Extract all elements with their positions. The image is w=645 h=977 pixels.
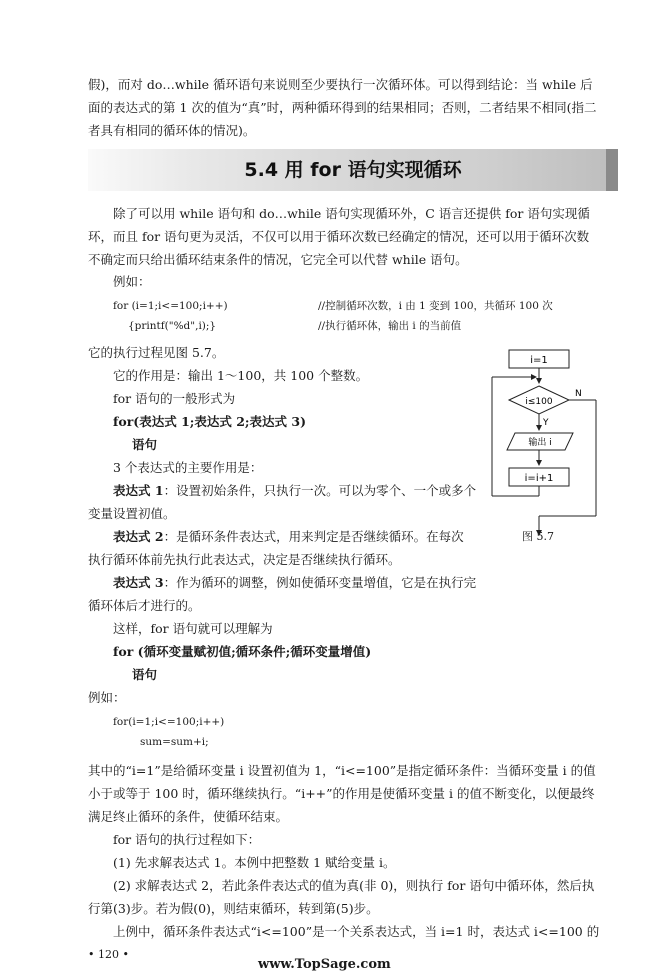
flow-increment-text: i=i+1 (524, 473, 554, 484)
flow-output-text: 输出 i (528, 438, 552, 448)
step-1: (1) 先求解表达式 1。本例中把整数 1 赋给变量 i。 (113, 855, 396, 870)
intro-line-1: 假)，而对 do…while 循环语句来说则至少要执行一次循环体。可以得到结论：当 while 后 (88, 77, 593, 92)
understand-form: for (循环变量赋初值;循环条件;循环变量增值) (113, 644, 372, 659)
footer-url: www.TopSage.com (258, 957, 391, 972)
expr1-line-2: 变量设置初值。 (88, 506, 176, 521)
step-2-line-1: (2) 求解表达式 2，若此条件表达式的值为真(非 0)，则执行 for 语句中循环体，然后执 (113, 878, 595, 893)
general-form: for(表达式 1;表达式 2;表达式 3) (113, 414, 307, 429)
intro-line-3: 者具有相同的循环体的情况)。 (88, 123, 256, 138)
exec-title: for 语句的执行过程如下： (113, 832, 261, 847)
intro-line-2: 面的表达式的第 1 次的值为“真”时，两种循环得到的结果相同；否则，二者结果不相同(指二 (88, 100, 597, 115)
section-title: 5.4 用 for 语句实现循环 (244, 159, 462, 181)
figure-caption: 图 5.7 (522, 530, 554, 543)
step-2-line-2: 行第(3)步。若为假(0)，则结束循环，转到第(5)步。 (88, 901, 379, 916)
para2-line-1: 其中的“i=1”是给循环变量 i 设置初值为 1，“i<=100”是指定循环条件：当循环变量 i 的值 (88, 763, 596, 778)
example2-label: 例如： (88, 690, 126, 705)
code2-line-2: sum=sum+i; (140, 736, 209, 748)
expr3-text-1: ：作为循环的调整，例如使循环变量增值，它是在执行完 (163, 575, 477, 590)
code1-comment-2: //执行循环体，输出 i 的当前值 (318, 320, 462, 332)
example-label: 例如： (113, 274, 151, 289)
expr3-line-2: 循环体后才进行的。 (88, 598, 201, 613)
page-number: • 120 • (88, 948, 129, 961)
flow-decision-text: i≤100 (525, 397, 553, 407)
purpose-text: 它的作用是：输出 1～100，共 100 个整数。 (113, 368, 369, 383)
expr1-line-1 (113, 481, 476, 501)
expr2-line-2: 执行循环体前先执行此表达式，决定是否继续执行循环。 (88, 552, 401, 567)
understand-statement: 语句 (132, 667, 158, 682)
expr3-line-1 (113, 573, 476, 593)
exec-process-text: 它的执行过程见图 5.7。 (88, 345, 225, 360)
section-heading-band (88, 149, 618, 191)
para1-line-1: 除了可以用 while 语句和 do…while 语句实现循环外，C 语言还提供 for 语句实现循 (113, 206, 590, 221)
expr3-label: 表达式 3 (113, 575, 164, 590)
flowchart-figure (484, 340, 624, 550)
general-form-label: for 语句的一般形式为 (113, 391, 236, 406)
code1-line-2: {printf("%d",i);} (128, 320, 217, 332)
flow-yes-label: Y (543, 418, 549, 428)
flow-init-text: i=1 (530, 355, 548, 366)
para2-line-3: 满足终止循环的条件，使循环结束。 (88, 809, 289, 824)
three-exprs-text: 3 个表达式的主要作用是： (113, 460, 263, 475)
code1-comment-1: //控制循环次数，i 由 1 变到 100，共循环 100 次 (318, 300, 553, 312)
code1-line-1: for (i=1;i<=100;i++) (113, 300, 228, 312)
para1-line-2: 环，而且 for 语句更为灵活，不仅可以用于循环次数已经确定的情况，还可以用于循环次数 (88, 229, 590, 244)
general-form-statement: 语句 (132, 437, 158, 452)
para2-line-2: 小于或等于 100 时，循环继续执行。“i++”的作用是使循环变量 i 的值不断变化，以便最终 (88, 786, 595, 801)
flow-no-label: N (575, 389, 582, 399)
understand-text: 这样，for 语句就可以理解为 (113, 621, 273, 636)
expr1-label: 表达式 1 (113, 483, 164, 498)
expr2-label: 表达式 2 (113, 529, 164, 544)
expr1-text-1: ：设置初始条件，只执行一次。可以为零个、一个或多个 (163, 483, 477, 498)
code2-line-1: for(i=1;i<=100;i++) (113, 716, 225, 728)
last-paragraph: 上例中，循环条件表达式“i<=100”是一个关系表达式，当 i=1 时，表达式 i<=100 的 (113, 924, 600, 939)
para1-line-3: 不确定而只给出循环结束条件的情况，它完全可以代替 while 语句。 (88, 252, 468, 267)
expr2-line-1 (113, 527, 464, 547)
expr2-text-1: ：是循环条件表达式，用来判定是否继续循环。在每次 (163, 529, 464, 544)
